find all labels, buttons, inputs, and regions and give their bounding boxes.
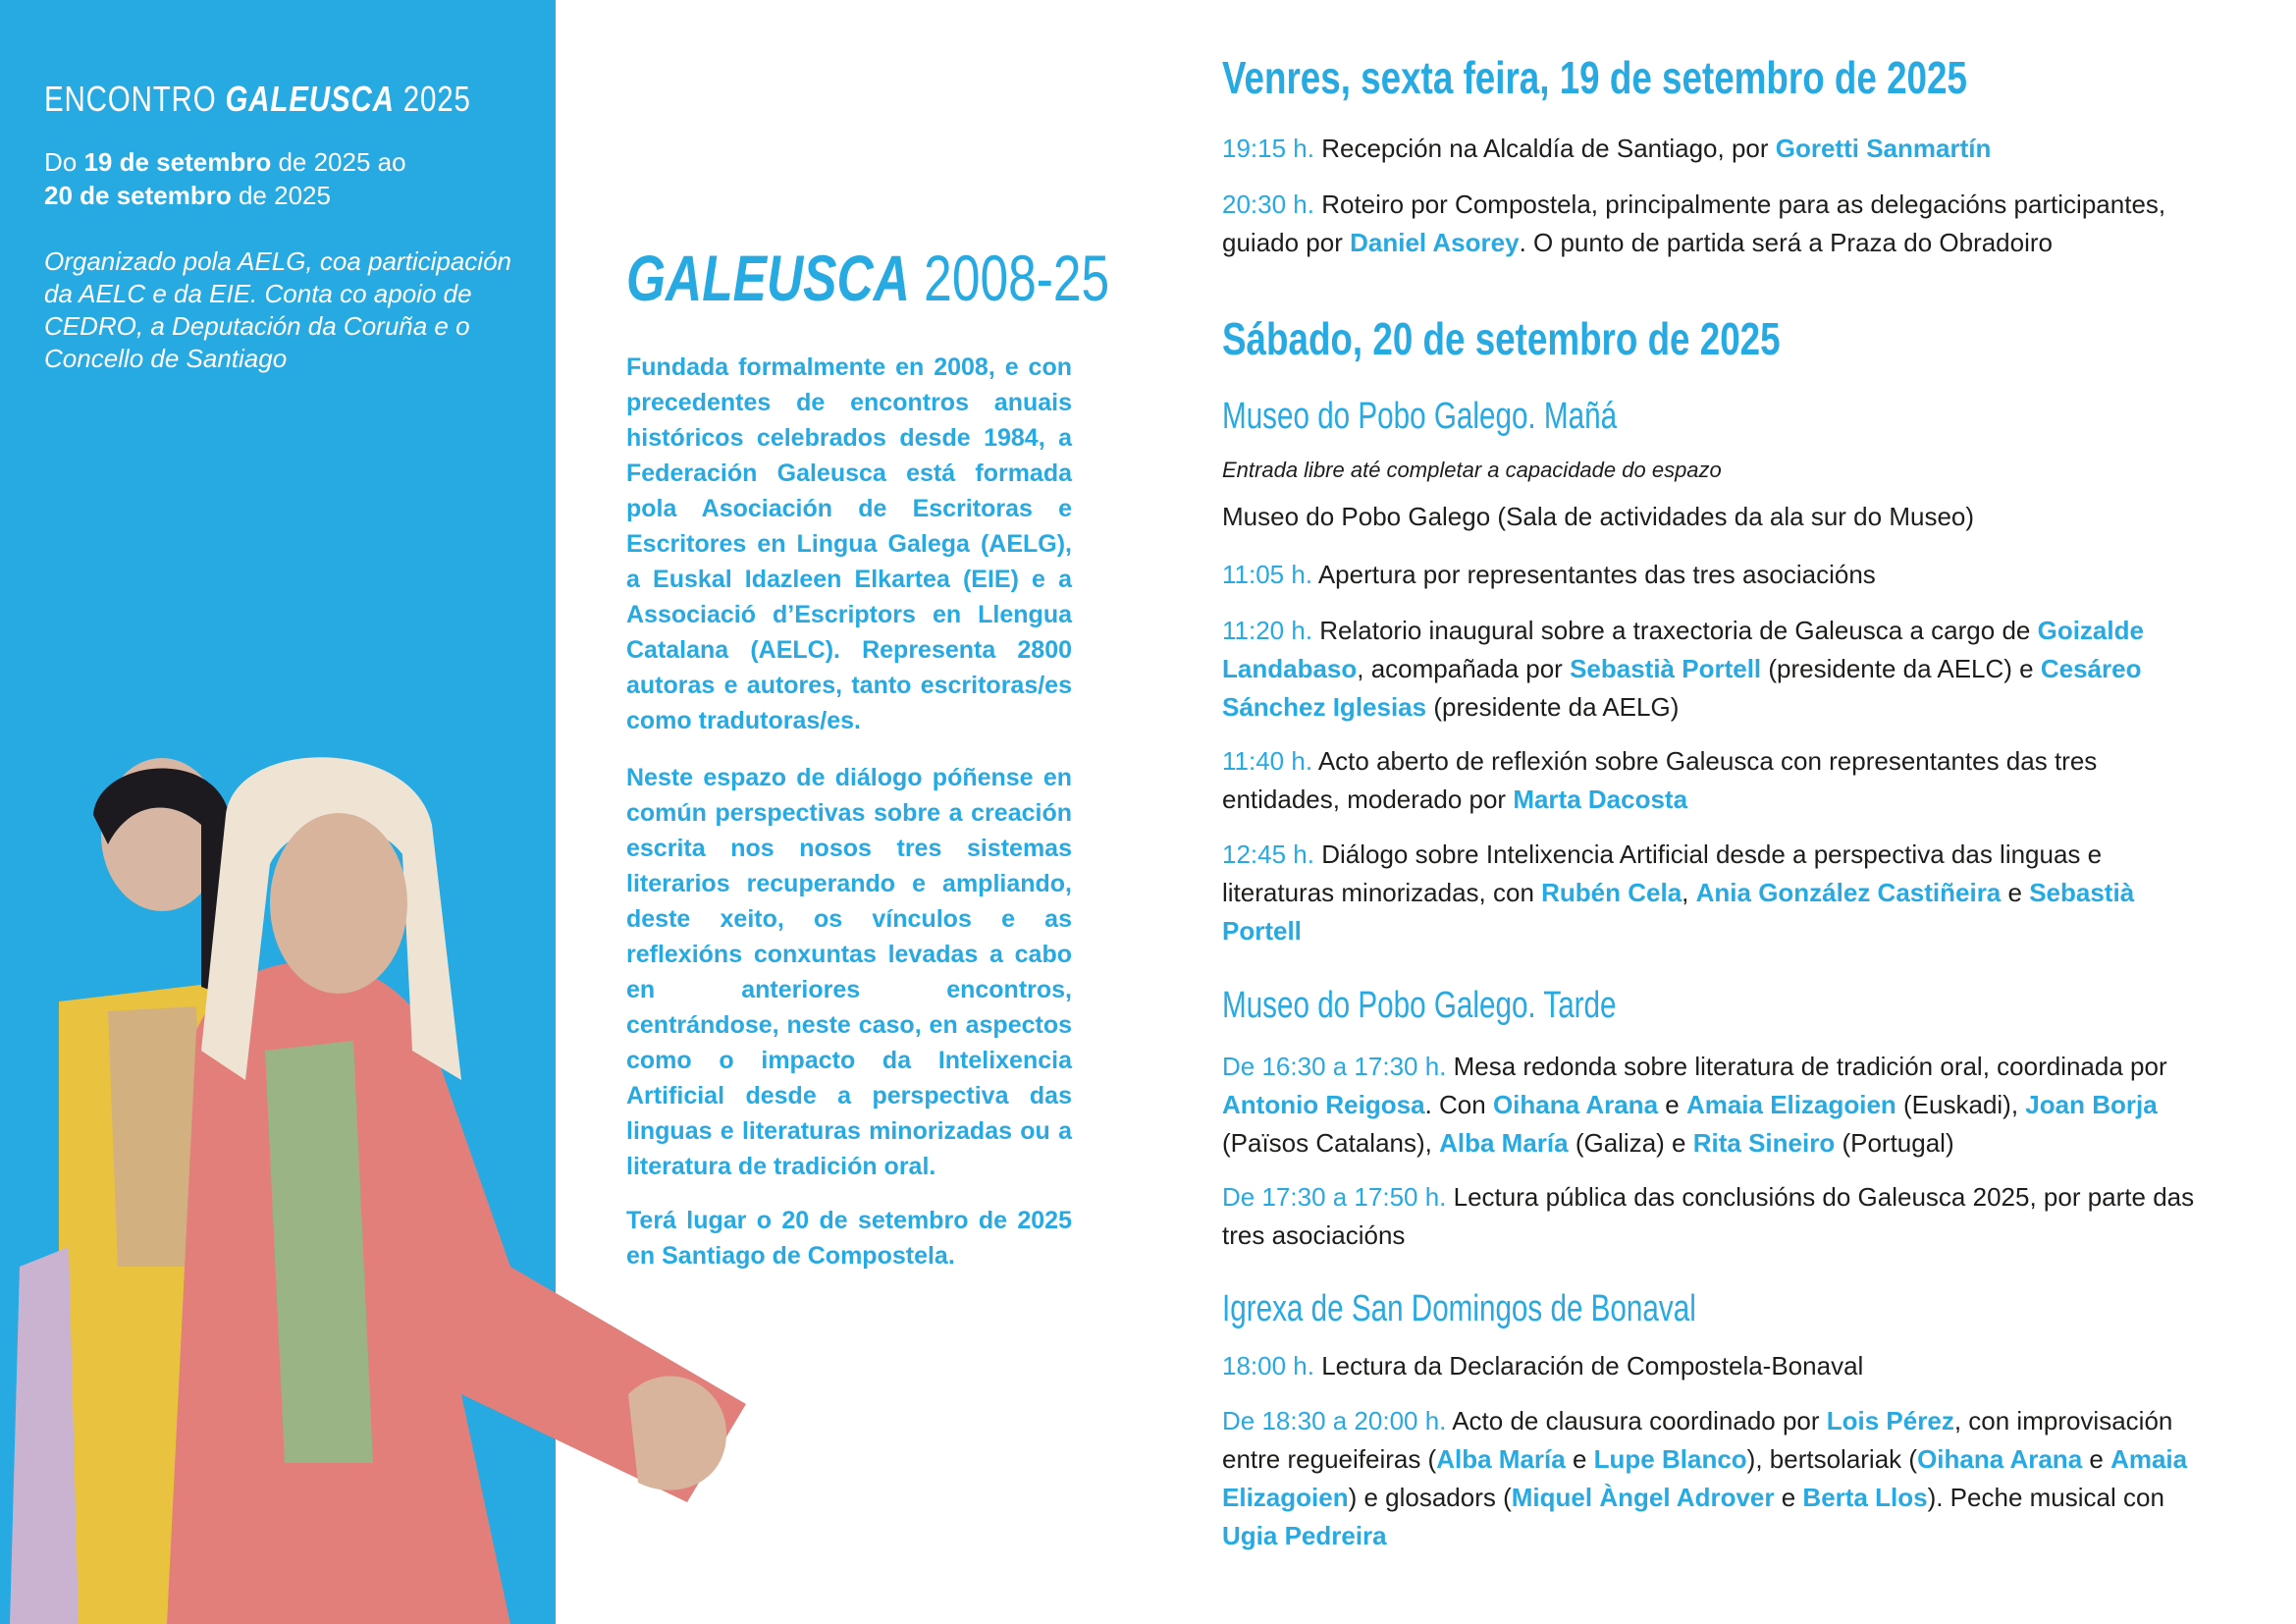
- organizers-text: Organizado pola AELG, coa participación da AELC e da EIE. Conta co apoio de CEDRO, a Deputación da Coruña e o Concello de Santiago: [44, 246, 511, 373]
- intro-paragraph-3: Terá lugar o 20 de setembro de 2025 en Santiago de Compostela.: [626, 1207, 1072, 1270]
- evening-event-1: 18:00 h. Lectura da Declaración de Compostela-Bonaval: [1222, 1351, 1864, 1380]
- event-dates: Do 19 de setembro de 2025 ao 20 de setembro de 2025: [44, 147, 406, 210]
- event-title-year: 2025: [394, 79, 471, 119]
- morning-event-1: 11:05 h. Apertura por representantes das tres asociacións: [1222, 560, 1876, 589]
- morning-event-2: 11:20 h. Relatorio inaugural sobre a traxectoria de Galeusca a cargo de Goizalde Landabaso, acompañada por Sebastià Portell (presidente da AELC) e Cesáreo Sánchez Iglesias (presidente da AELG): [1222, 616, 2144, 722]
- venue-morning: Museo do Pobo Galego. Mañá: [1222, 396, 1618, 437]
- friday-event-1: 19:15 h. Recepción na Alcaldía de Santiago, por Goretti Sanmartín: [1222, 134, 1992, 163]
- morning-event-3: 11:40 h. Acto aberto de reflexión sobre Galeusca con representantes das tres entidades, moderado por Marta Dacosta: [1222, 746, 2098, 814]
- friday-title: Venres, sexta feira, 19 de setembro de 2025: [1222, 52, 1967, 103]
- saturday-title: Sábado, 20 de setembro de 2025: [1222, 313, 1781, 364]
- evening-event-2: De 18:30 a 20:00 h. Acto de clausura coordinado por Lois Pérez, con improvisación entre regueifeiras (Alba María e Lupe Blanco), bertsolariak (Oihana Arana e Amaia Elizagoien) e glosadors (Miquel Àngel Adrover e Berta Llos). Peche musical con Ugia Pedreira: [1222, 1406, 2188, 1550]
- event-title-name: GALEUSCA: [225, 79, 395, 119]
- left-panel: [0, 0, 556, 1624]
- event-title: [44, 79, 471, 120]
- event-title-prefix: ENCONTRO: [44, 79, 226, 119]
- entry-note: Entrada libre até completar a capacidade do espazo: [1222, 458, 1722, 482]
- venue-evening: Igrexa de San Domingos de Bonaval: [1222, 1288, 1696, 1329]
- venue-afternoon: Museo do Pobo Galego. Tarde: [1222, 985, 1617, 1026]
- intro-paragraph-1: Fundada formalmente en 2008, e con precedentes de encontros anuais históricos celebrados desde 1984, a Federación Galeusca está formada pola Asociación de Escritoras e Escritores en Lingua Galega (AELG), a Euskal Idazleen Elkartea (EIE) e a Associació d’Escriptors en Llengua Catalana (AELC). Representa 2800 autoras e autores, tanto escritoras/es como tradutoras/es.: [626, 353, 1072, 734]
- morning-location: Museo do Pobo Galego (Sala de actividades da ala sur do Museo): [1222, 502, 1975, 531]
- afternoon-event-1: De 16:30 a 17:30 h. Mesa redonda sobre literatura de tradición oral, coordinada por Antonio Reigosa. Con Oihana Arana e Amaia Elizagoien (Euskadi), Joan Borja (Països Catalans), Alba María (Galiza) e Rita Sineiro (Portugal): [1222, 1052, 2167, 1158]
- morning-event-4: 12:45 h. Diálogo sobre Intelixencia Artificial desde a perspectiva das linguas e literaturas minorizadas, con Rubén Cela, Ania González Castiñeira e Sebastià Portell: [1222, 839, 2135, 946]
- intro-paragraph-2: Neste espazo de diálogo póñense en común perspectivas sobre a creación escrita nos nosos tres sistemas literarios recuperando e ampliando, deste xeito, os vínculos e as reflexións conxuntas levadas a cabo en anteriores encontros, centrándose, neste caso, en aspectos como o impacto da Intelixencia Artificial desde a perspectiva das linguas e literaturas minorizadas ou a literatura de tradición oral.: [626, 764, 1072, 1180]
- galeusca-heading: GALEUSCA 2008-25: [626, 242, 1110, 314]
- friday-event-2: 20:30 h. Roteiro por Compostela, principalmente para as delegacións participantes, guiado por Daniel Asorey. O punto de partida será a Praza do Obradoiro: [1222, 189, 2166, 257]
- afternoon-event-2: De 17:30 a 17:50 h. Lectura pública das conclusións do Galeusca 2025, por parte das tres asociacións: [1222, 1182, 2195, 1250]
